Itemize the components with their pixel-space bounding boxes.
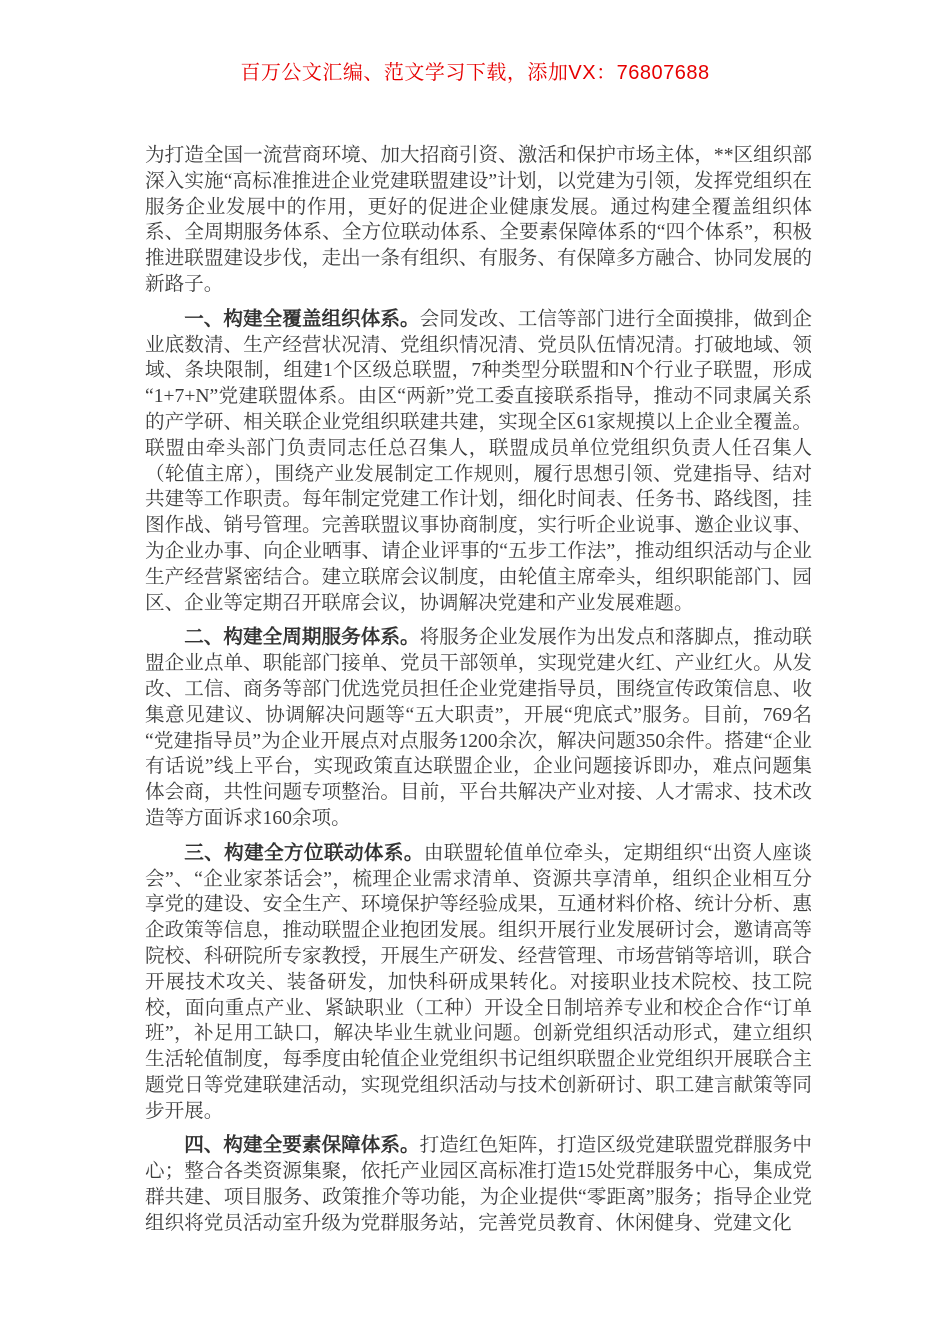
paragraph-intro: [145, 143, 812, 298]
section-1-heading: 一、构建全覆盖组织体系。: [184, 308, 420, 330]
paragraph-text: 打造红色矩阵，打造区级党建联盟党群服务中心；整合各类资源集聚，依托产业园区高标准打造15处党群服务中心，集成党群共建、项目服务、政策推介等功能，为企业提供“零距离”服务；指导企业党组织将党员活动室升级为党群服务站，完善党员教育、休闲健身、党建文化: [145, 1135, 813, 1234]
section-4-heading: 四、构建全要素保障体系。: [184, 1135, 420, 1157]
paragraph-section-2: [145, 625, 812, 831]
download-notice-banner: 百万公文汇编、范文学习下载，添加VX：76807688: [240, 62, 710, 84]
paragraph-section-1: [145, 307, 812, 617]
paragraph-text: 由联盟轮值单位牵头，定期组织“出资人座谈会”、“企业家茶话会”，梳理企业需求清单、资源共享清单，组织企业相互分享党的建设、安全生产、环境保护等经验成果，互通材料价格、统计分析、惠企政策等信息，推动联盟企业抱团发展。组织开展行业发展研讨会，邀请高等院校、科研院所专家教授，开展生产研发、经营管理、市场营销等培训，联合开展技术攻关、装备研发，加快科研成果转化。对接职业技术院校、技工院校，面向重点产业、紧缺职业（工种）开设全日制培养专业和校企合作“订单班”，补足用工缺口，解决毕业生就业问题。创新党组织活动形式，建立组织生活轮值制度，每季度由轮值企业党组织书记组织联盟企业党组织开展联合主题党日等党建联建活动，实现党组织活动与技术创新研讨、职工建言献策等同步开展。: [145, 842, 812, 1122]
paragraph-text: 将服务企业发展作为出发点和落脚点，推动联盟企业点单、职能部门接单、党员干部领单，实现党建火红、产业红火。从发改、工信、商务等部门优选党员担任企业党建指导员，围绕宣传政策信息、收集意见建议、协调解决问题等“五大职责”，开展“兜底式”服务。目前，769名“党建指导员”为企业开展点对点服务1200余次，解决问题350余件。搭建“企业有话说”线上平台，实现政策直达联盟企业，企业问题接诉即办，难点问题集体会商，共性问题专项整治。目前，平台共解决产业对接、人才需求、技术改造等方面诉求160余项。: [145, 627, 813, 829]
paragraph-text: 为打造全国一流营商环境、加大招商引资、激活和保护市场主体，**区组织部深入实施“高标准推进企业党建联盟建设”计划，以党建为引领，发挥党组织在服务企业发展中的作用，更好的促进企业健康发展。通过构建全覆盖组织体系、全周期服务体系、全方位联动体系、全要素保障体系的“四个体系”，积极推进联盟建设步伐，走出一条有组织、有服务、有保障多方融合、协同发展的新路子。: [145, 145, 812, 295]
document-body: [145, 143, 812, 1237]
section-2-heading: 二、构建全周期服务体系。: [184, 627, 420, 649]
paragraph-section-4: [145, 1133, 812, 1236]
section-3-heading: 三、构建全方位联动体系。: [184, 842, 424, 864]
paragraph-section-3: [145, 841, 812, 1125]
paragraph-text: 会同发改、工信等部门进行全面摸排，做到企业底数清、生产经营状况清、党组织情况清、党员队伍情况清。打破地域、领域、条块限制，组建1个区级总联盟，7种类型分联盟和N个行业子联盟，形成“1+7+N”党建联盟体系。由区“两新”党工委直接联系指导，推动不同隶属关系的产学研、相关联企业党组织联建共建，实现全区61家规摸以上企业全覆盖。联盟由牵头部门负责同志任总召集人，联盟成员单位党组织负责人任召集人（轮值主席），围绕产业发展制定工作规则，履行思想引领、党建指导、结对共建等工作职责。每年制定党建工作计划，细化时间表、任务书、路线图，挂图作战、销号管理。完善联盟议事协商制度，实行听企业说事、邀企业议事、为企业办事、向企业晒事、请企业评事的“五步工作法”，推动组织活动与企业生产经营紧密结合。建立联席会议制度，由轮值主席牵头，组织职能部门、园区、企业等定期召开联席会议，协调解决党建和产业发展难题。: [145, 308, 813, 614]
